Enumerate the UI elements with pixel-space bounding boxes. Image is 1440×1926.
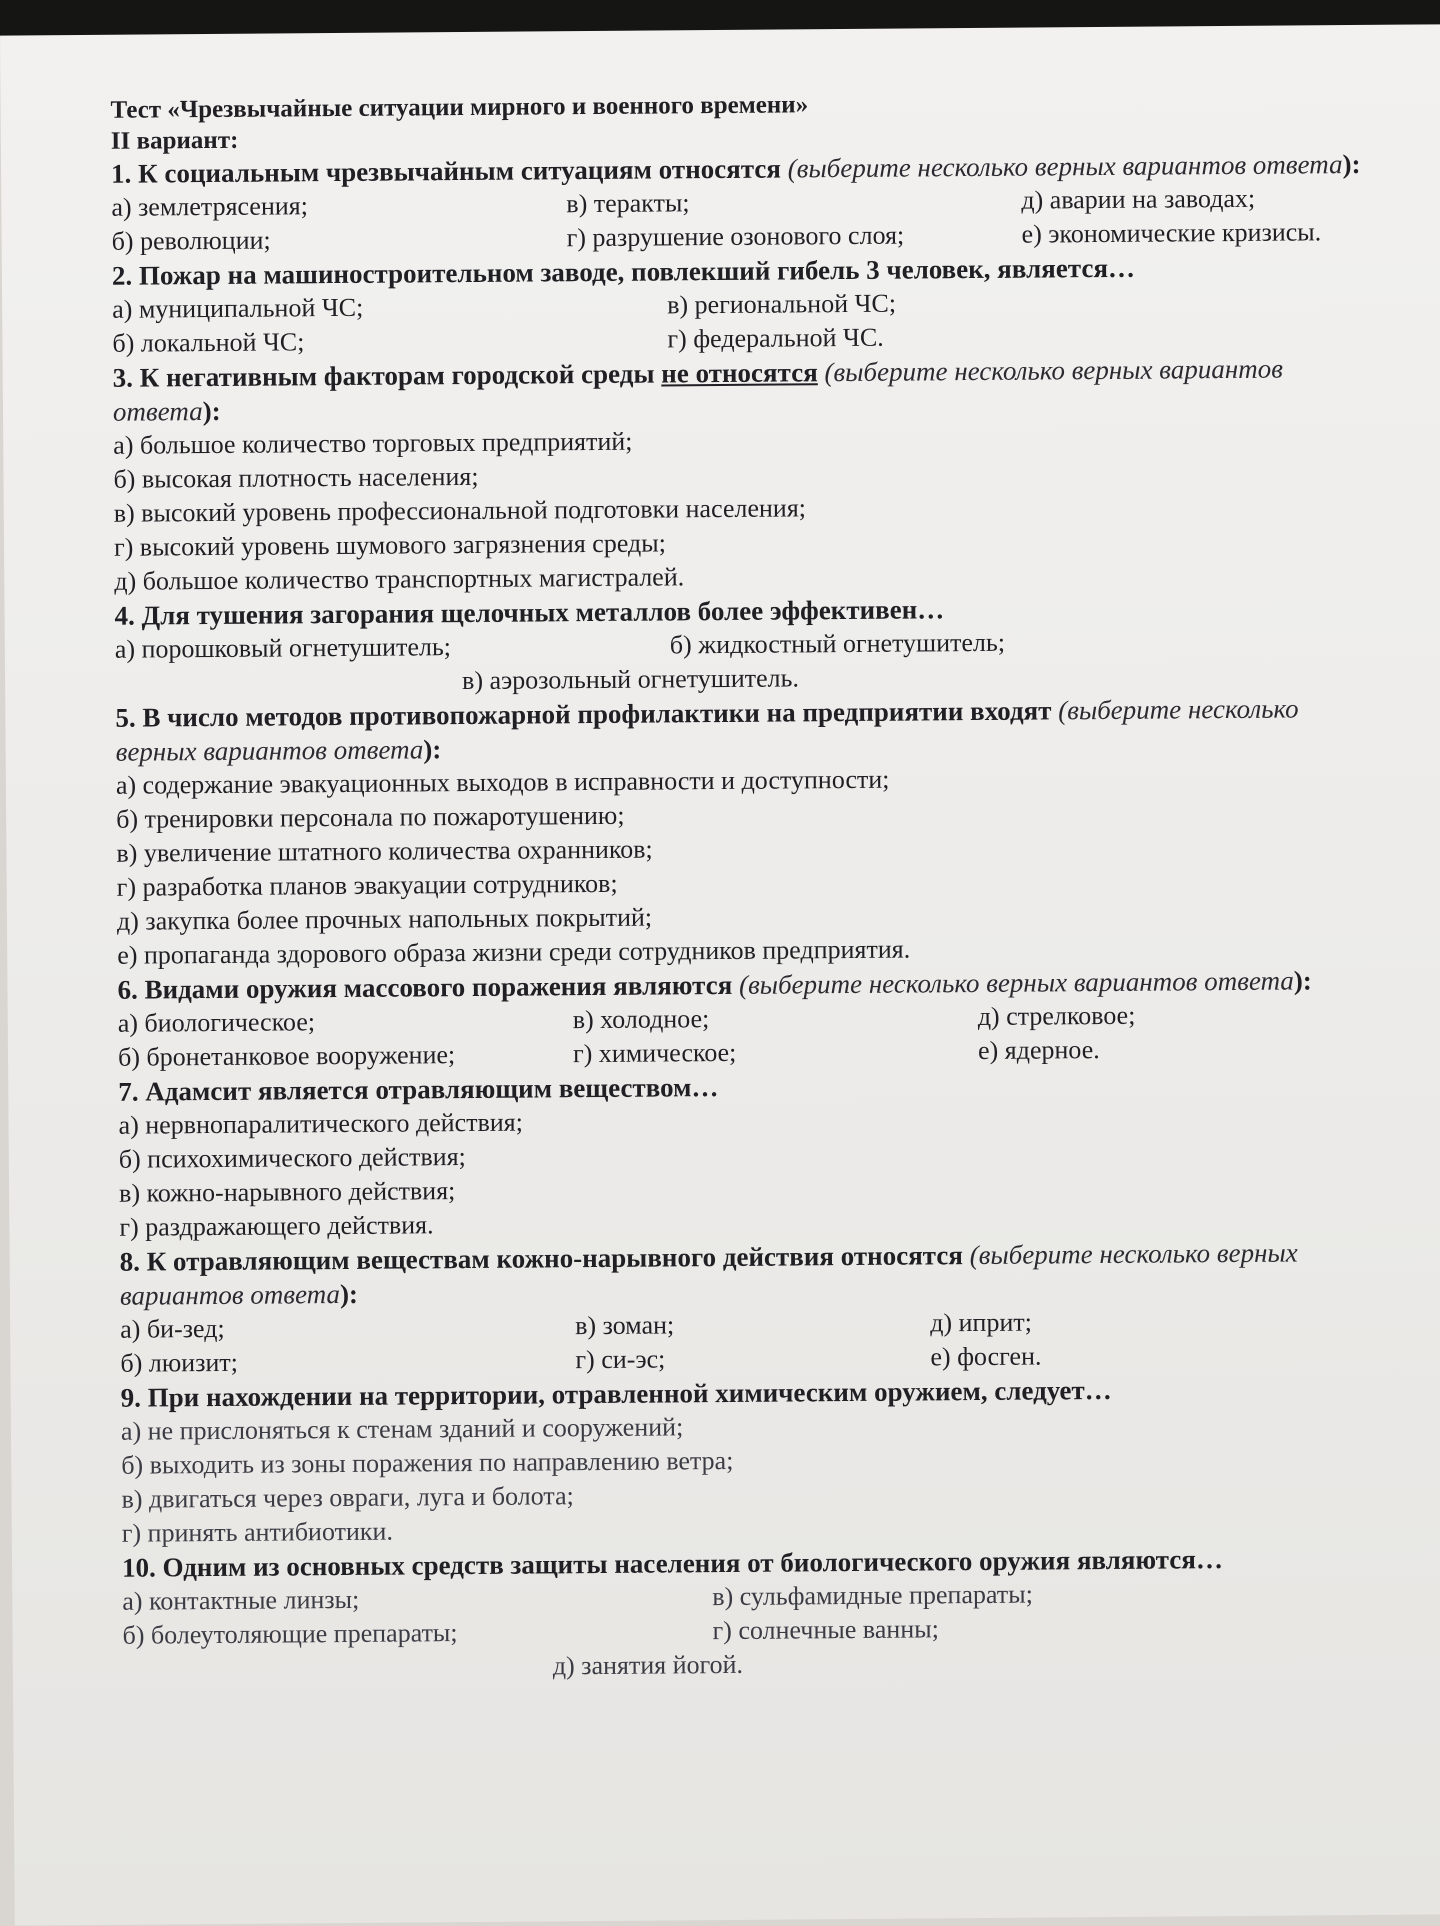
question-text: 1. К социальным чрезвычайным ситуациям относятся [110, 153, 782, 189]
answer-option: в) кожно-нарывного действия; [119, 1176, 456, 1208]
question-text: 4. Для тушения загорания щелочных металлов более эффективен… [114, 594, 945, 631]
answer-option: е) экономические кризисы. [1021, 217, 1322, 249]
question-8 [120, 1235, 1390, 1313]
answer-option: а) нервнопаралитического действия; [118, 1107, 524, 1140]
answer-option: д) занятия йогой. [552, 1649, 744, 1681]
answer-option: в) увеличение штатного количества охранников; [116, 834, 653, 868]
answer-option: д) иприт; [930, 1307, 1032, 1338]
question-hint: (выберите несколько верных вариантов ответа [112, 353, 1284, 427]
question-text: 3. К негативным факторам городской среды [112, 358, 655, 393]
answer-option: б) люизит; [120, 1347, 239, 1378]
question-text: 7. Адамсит является отравляющим веществом… [118, 1072, 719, 1107]
answer-option: б) выходить из зоны поражения по направлению ветра; [121, 1445, 734, 1480]
question-end: ): [202, 395, 221, 427]
answer-option: г) высокий уровень шумового загрязнения среды; [113, 528, 667, 562]
answer-option: а) не прислоняться к стенам зданий и сооружений; [120, 1412, 684, 1446]
test-sheet [0, 24, 1440, 1925]
answer-option: б) болеутоляющие препараты; [122, 1618, 458, 1650]
question-text: 9. При нахождении на территории, отравленной химическим оружием, следует… [120, 1374, 1112, 1413]
answer-option: а) муниципальной ЧС; [112, 292, 364, 324]
question-hint: (выберите несколько верных вариантов ответа [115, 693, 1299, 767]
answer-option: в) зоман; [575, 1310, 675, 1341]
variant-label: II вариант: [110, 126, 239, 155]
answer-option: г) разработка планов эвакуации сотрудников; [116, 868, 618, 902]
question-end: ): [1293, 965, 1312, 996]
answer-option: в) двигаться через овраги, луга и болота; [121, 1481, 574, 1514]
question-hint: (выберите несколько верных вариантов ответа [119, 1237, 1298, 1311]
answer-option: е) пропаганда здорового образа жизни среди сотрудников предприятия. [117, 934, 911, 970]
answer-option: д) закупка более прочных напольных покрытий; [116, 902, 653, 936]
question-text: 5. В число методов противопожарной профилактики на предприятии входят [115, 695, 1052, 733]
answer-option: б) психохимического действия; [118, 1142, 466, 1174]
answer-option: в) теракты; [566, 188, 690, 219]
question-end: ): [339, 1278, 359, 1310]
answer-option: б) тренировки персонала по пожаротушению; [116, 800, 625, 834]
answer-option: е) фосген. [930, 1341, 1042, 1372]
answer-option: г) разрушение озонового слоя; [566, 220, 905, 253]
answer-option: а) содержание эвакуационных выходов в исправности и доступности; [115, 764, 890, 800]
question-3 [113, 351, 1383, 429]
answer-option: б) революции; [111, 225, 271, 256]
answer-option: б) жидкостный огнетушитель; [669, 627, 1006, 660]
answer-option: г) принять антибиотики. [121, 1516, 394, 1548]
answer-option: б) бронетанковое вооружение; [117, 1040, 456, 1072]
answer-option: а) землетрясения; [111, 191, 309, 222]
answer-option: г) солнечные ванны; [712, 1614, 939, 1646]
answer-option: г) химическое; [572, 1037, 737, 1069]
question-text: 6. Видами оружия массового поражения являются [117, 969, 733, 1005]
answer-option: в) сульфамидные препараты; [712, 1579, 1033, 1612]
answer-option: а) контактные линзы; [122, 1584, 360, 1616]
question-text: 8. К отравляющим веществам кожно-нарывного действия относятся [119, 1240, 964, 1277]
answer-option: в) аэрозольный огнетушитель. [461, 663, 800, 696]
question-end: ): [423, 734, 442, 765]
answer-option: б) локальной ЧС; [112, 327, 305, 358]
answer-option: а) порошковый огнетушитель; [114, 632, 452, 664]
answer-option: д) аварии на заводах; [1021, 183, 1256, 215]
answer-option: д) стрелковое; [977, 1000, 1136, 1032]
answer-option: д) большое количество транспортных магистралей. [114, 562, 685, 596]
answer-option: г) раздражающего действия. [119, 1210, 434, 1242]
answer-option: а) биологическое; [117, 1007, 316, 1038]
question-hint: (выберите несколько верных вариантов ответа [738, 965, 1294, 1000]
answer-option: г) федеральной ЧС. [667, 322, 884, 354]
answer-option: в) высокий уровень профессиональной подготовки населения; [113, 493, 807, 528]
question-negation: не относятся [661, 357, 818, 389]
answer-option: г) си-эс; [575, 1344, 666, 1375]
question-end: ): [1342, 148, 1361, 180]
answer-option: е) ядерное. [977, 1035, 1100, 1066]
answer-option: б) высокая плотность населения; [113, 461, 479, 494]
answer-option: а) би-зед; [120, 1313, 225, 1344]
question-text: 10. Одним из основных средств защиты населения от биологического оружия являются… [121, 1544, 1224, 1583]
answer-option: а) большое количество торговых предприятий; [113, 426, 633, 460]
answer-option: в) холодное; [572, 1004, 710, 1035]
test-title: Тест «Чрезвычайные ситуации мирного и военного времени» [110, 91, 809, 124]
question-hint: (выберите несколько верных вариантов ответа [787, 149, 1343, 184]
question-5 [115, 691, 1385, 769]
question-text: 2. Пожар на машиностроительном заводе, повлекший гибель 3 человек, является… [111, 252, 1136, 291]
answer-option: в) региональной ЧС; [667, 288, 897, 320]
test-content [110, 85, 1392, 1687]
